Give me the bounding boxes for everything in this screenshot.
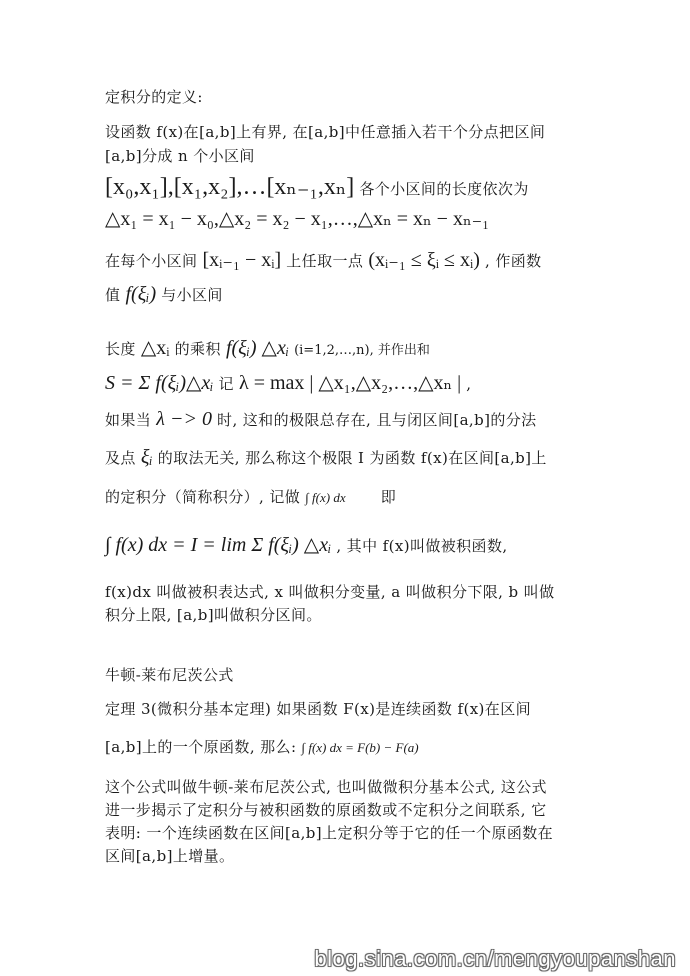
- definition-row: [105, 486, 396, 507]
- main-formula-row: [105, 532, 508, 557]
- text-fragment: (i=1,2,…,n), 并作出和: [294, 343, 430, 358]
- paragraph-line: 积分上限, [a,b]叫做积分区间。: [105, 606, 322, 624]
- newton-leibniz-row: [105, 736, 419, 757]
- text-fragment: 与小区间: [161, 286, 223, 304]
- text-fragment: 即: [380, 488, 397, 506]
- paragraph-line: 这个公式叫做牛顿-莱布尼茨公式, 也叫做微积分基本公式, 这公式: [105, 778, 547, 796]
- sum-formula: S = Σ f(ξᵢ)△xᵢ: [105, 372, 214, 394]
- lengths-formula: △x₁ = x₁ − x₀,△x₂ = x₂ − x₁,…,△xₙ = xₙ − xₙ₋₁: [105, 208, 490, 230]
- xi-formula: ξᵢ: [140, 446, 153, 468]
- product-row: [105, 335, 430, 360]
- section-title-definite-integral: 定积分的定义:: [105, 88, 203, 106]
- paragraph-line: 表明: 一个连续函数在区间[a,b]上定积分等于它的任一个原函数在: [105, 824, 554, 842]
- text-fragment: 及点: [105, 449, 136, 467]
- text-fragment: 的定积分（简称积分）, 记做: [105, 488, 301, 506]
- text-fragment: 时, 这和的极限总存在, 且与闭区间[a,b]的分法: [217, 411, 537, 429]
- paragraph-line: [a,b]分成 n 个小区间: [105, 147, 255, 165]
- limit-condition-formula: λ −> 0: [156, 408, 212, 430]
- paragraph-line: 设函数 f(x)在[a,b]上有界, 在[a,b]中任意插入若干个分点把区间: [105, 123, 546, 141]
- paragraph-line: 进一步揭示了定积分与被积函数的原函数或不定积分之间联系, 它: [105, 801, 547, 819]
- newton-leibniz-formula: ∫ f(x) dx = F(b) − F(a): [301, 740, 419, 755]
- intervals-row: [105, 172, 529, 201]
- value-row: [105, 283, 223, 306]
- condition-row-2: [105, 446, 547, 469]
- intervals-formula: [x₀,x₁],[x₁,x₂],…[xₙ₋₁,xₙ]: [105, 174, 355, 200]
- text-fragment: ,: [466, 375, 472, 393]
- section-title-newton-leibniz: 牛顿-莱布尼茨公式: [105, 666, 234, 684]
- text-fragment: 的取法无关, 那么称这个极限 I 为函数 f(x)在区间[a,b]上: [157, 449, 547, 467]
- paragraph-line: 定理 3(微积分基本定理) 如果函数 F(x)是连续函数 f(x)在区间: [105, 700, 532, 718]
- text-fragment: 的乘积: [174, 340, 221, 358]
- pick-point-row: [105, 247, 542, 272]
- condition-row: [105, 408, 537, 431]
- text-fragment: 如果当: [105, 411, 152, 429]
- integral-notation-formula: ∫ f(x) dx: [305, 490, 346, 505]
- definite-integral-formula: ∫ f(x) dx = I = lim Σ f(ξᵢ) △xᵢ: [105, 534, 332, 556]
- product-formula: f(ξᵢ) △xᵢ: [225, 337, 289, 359]
- dx-formula: △xᵢ: [140, 337, 170, 359]
- text-fragment: , 其中 f(x)叫做被积函数,: [336, 537, 508, 555]
- text-fragment: 值: [105, 286, 121, 304]
- text-fragment: [a,b]上的一个原函数, 那么:: [105, 738, 297, 756]
- text-fragment: 上任取一点: [286, 252, 364, 270]
- lambda-formula: λ = max | △x₁,△x₂,…,△xₙ |: [239, 372, 462, 394]
- point-formula: (xᵢ₋₁ ≤ ξᵢ ≤ xᵢ): [368, 249, 480, 271]
- text-fragment: 在每个小区间: [105, 252, 198, 270]
- value-formula: f(ξᵢ): [125, 283, 157, 305]
- watermark-text: blog.sina.com.cn/mengyoupanshan: [314, 946, 676, 971]
- text-fragment: , 作函数: [485, 252, 542, 270]
- paragraph-line: f(x)dx 叫做被积表达式, x 叫做积分变量, a 叫做积分下限, b 叫做: [105, 583, 555, 601]
- paragraph-line: 区间[a,b]上增量。: [105, 847, 235, 865]
- text-fragment: 长度: [105, 340, 136, 358]
- intervals-text: 各个小区间的长度依次为: [359, 180, 529, 198]
- text-fragment: 记: [218, 375, 234, 393]
- interval-formula: [xᵢ₋₁ − xᵢ]: [202, 249, 282, 271]
- sum-row: [105, 370, 471, 395]
